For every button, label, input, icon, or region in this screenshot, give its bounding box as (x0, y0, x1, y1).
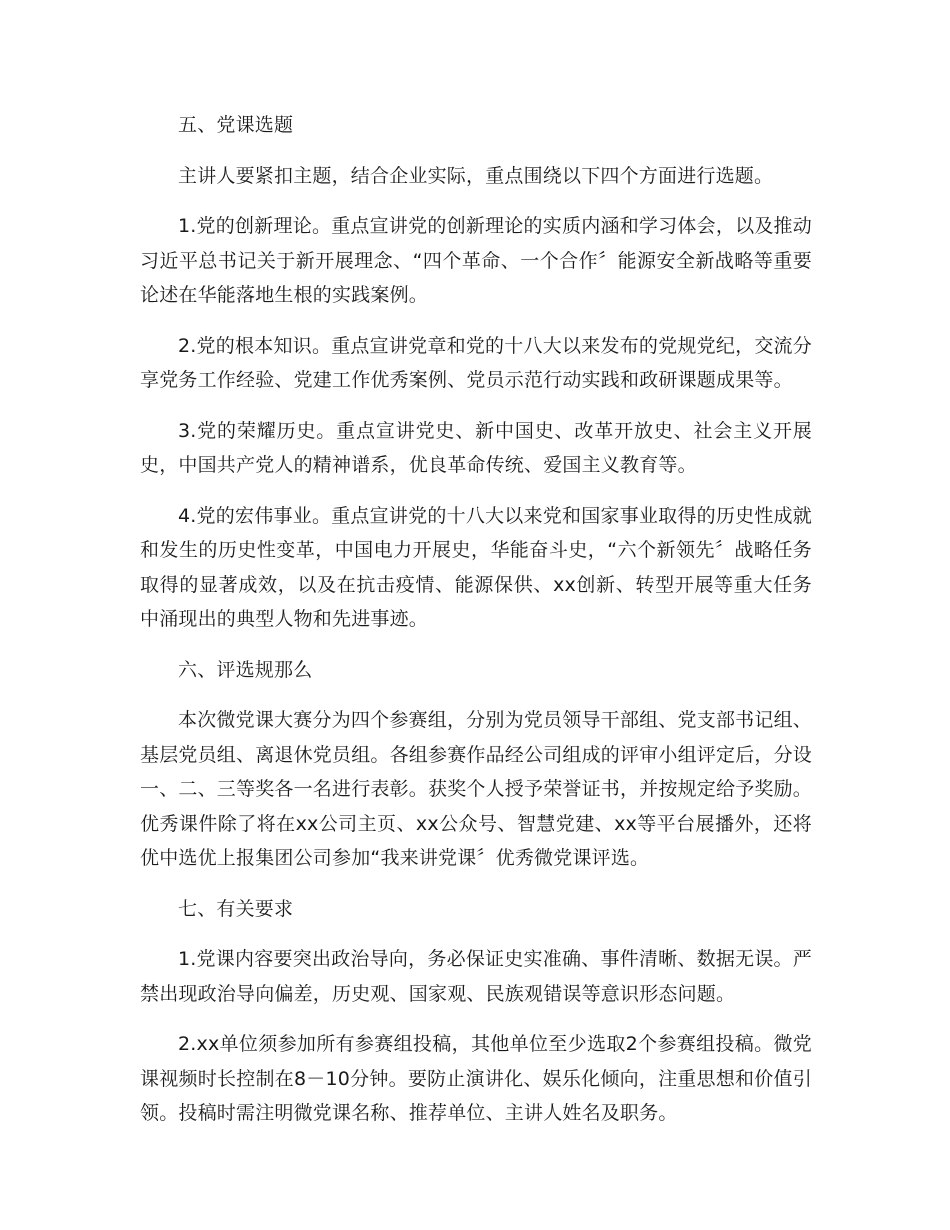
section-5-item-2: 2.党的根本知识。重点宣讲党章和党的十八大以来发布的党规党纪，交流分享党务工作经验、党建工作优秀案例、党员示范行动实践和政研课题成果等。 (140, 334, 812, 391)
section-5-item-3: 3.党的荣耀历史。重点宣讲党史、新中国史、改革开放史、社会主义开展史，中国共产党人的精神谱系，优良革命传统、爱国主义教育等。 (140, 419, 812, 476)
section-6-body: 本次微党课大赛分为四个参赛组，分别为党员领导干部组、党支部书记组、基层党员组、离退休党员组。各组参赛作品经公司组成的评审小组评定后，分设一、二、三等奖各一名进行表彰。获奖个人授予荣誉证书，并按规定给予奖励。优秀课件除了将在xx公司主页、xx公众号、智慧党建、xx等平台展播外，还将优中选优上报集团公司参加“我来讲党课〞优秀微党课评选。 (140, 709, 813, 869)
section-5-item-1: 1.党的创新理论。重点宣讲党的创新理论的实质内涵和学习体会，以及推动习近平总书记关于新开展理念、“四个革命、一个合作〞能源安全新战略等重要论述在华能落地生根的实践案例。 (140, 215, 812, 306)
section-7-item-1: 1.党课内容要突出政治导向，务必保证史实准确、事件清晰、数据无误。严禁出现政治导向偏差，历史观、国家观、民族观错误等意识形态问题。 (140, 948, 812, 1005)
section-heading-5: 五、党课选题 (178, 114, 294, 136)
section-5-intro: 主讲人要紧扣主题，结合企业实际，重点围绕以下四个方面进行选题。 (178, 164, 774, 187)
section-heading-7: 七、有关要求 (178, 897, 294, 920)
document-body (140, 108, 812, 1147)
section-5-item-4: 4.党的宏伟事业。重点宣讲党的十八大以来党和国家事业取得的历史性成就和发生的历史性变革，中国电力开展史，华能奋斗史，“六个新领先〞战略任务取得的显著成效，以及在抗击疫情、能源保供、xx创新、转型开展等重大任务中涌现出的典型人物和先进事迹。 (140, 504, 812, 630)
section-heading-6: 六、评选规那么 (178, 658, 313, 681)
section-7-item-2: 2.xx单位须参加所有参赛组投稿，其他单位至少选取2个参赛组投稿。微党课视频时长控制在8－10分钟。要防止演讲化、娱乐化倾向，注重思想和价值引领。投稿时需注明微党课名称、推荐单位、主讲人姓名及职务。 (140, 1033, 812, 1124)
